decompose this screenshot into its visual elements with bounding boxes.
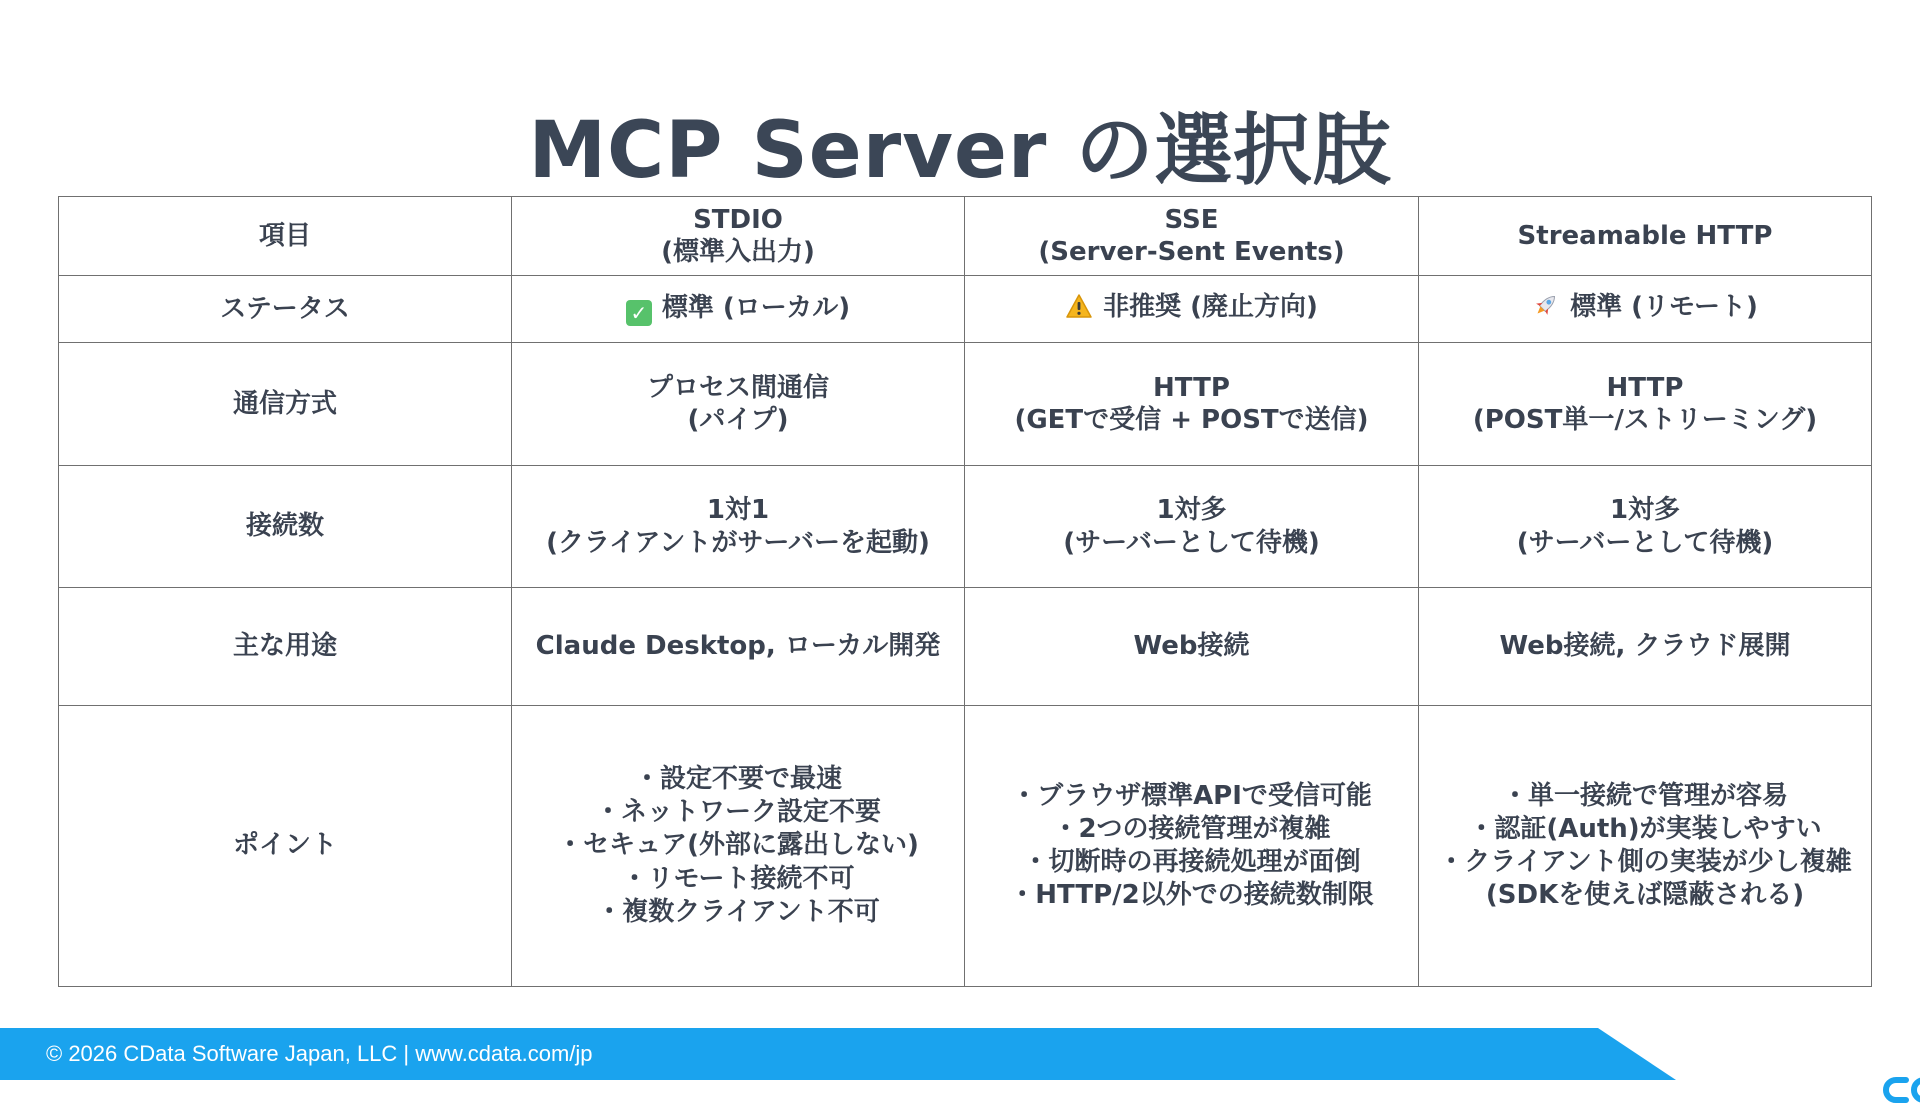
row-label-points: ポイント (59, 706, 512, 987)
warning-icon (1065, 293, 1093, 328)
connections-stdio: 1対1 (クライアントがサーバーを起動) (512, 466, 965, 588)
points-sse: ・ブラウザ標準APIで受信可能 ・2つの接続管理が複雑 ・切断時の再接続処理が面倒 ・HTTP/2以外での接続数制限 (965, 706, 1419, 987)
status-stdio: ✓ 標準 (ローカル) (512, 276, 965, 343)
table-header-row (59, 197, 1872, 276)
points-streamable-http: ・単一接続で管理が容易 ・認証(Auth)が実装しやすい ・クライアント側の実装が少し複雑 (SDKを使えば隠蔽される) (1419, 706, 1872, 987)
usage-sse: Web接続 (965, 588, 1419, 706)
rocket-icon (1532, 291, 1560, 328)
connections-streamable-http: 1対多 (サーバーとして待機) (1419, 466, 1872, 588)
table-row-points (59, 706, 1872, 987)
slide-title: MCP Server の選択肢 (528, 106, 1392, 196)
copyright-text: © 2026 CData Software Japan, LLC | www.cdata.com/jp (46, 1041, 593, 1066)
points-stdio: ・設定不要で最速 ・ネットワーク設定不要 ・セキュア(外部に露出しない) ・リモート接続不可 ・複数クライアント不可 (512, 706, 965, 987)
footer-bar (0, 1028, 1920, 1080)
usage-streamable-http: Web接続, クラウド展開 (1419, 588, 1872, 706)
status-sse: 非推奨 (廃止方向) (965, 276, 1419, 343)
connections-sse: 1対多 (サーバーとして待機) (965, 466, 1419, 588)
usage-stdio: Claude Desktop, ローカル開発 (512, 588, 965, 706)
table-row-usage (59, 588, 1872, 706)
row-label-comm: 通信方式 (59, 343, 512, 466)
header-streamable-http: Streamable HTTP (1419, 197, 1872, 276)
table-row-comm (59, 343, 1872, 466)
comm-streamable-http: HTTP (POST単一/ストリーミング) (1419, 343, 1872, 466)
table-row-connections (59, 466, 1872, 588)
row-label-status: ステータス (59, 276, 512, 343)
check-mark-icon: ✓ (626, 300, 652, 326)
row-label-connections: 接続数 (59, 466, 512, 588)
table-row-status (59, 276, 1872, 343)
header-item: 項目 (59, 197, 512, 276)
comm-sse: HTTP (GETで受信 + POSTで送信) (965, 343, 1419, 466)
comparison-table (58, 196, 1872, 987)
header-stdio: STDIO (標準入出力) (512, 197, 965, 276)
header-sse: SSE (Server-Sent Events) (965, 197, 1419, 276)
status-streamable-http: 標準 (リモート) (1419, 276, 1872, 343)
comm-stdio: プロセス間通信 (パイプ) (512, 343, 965, 466)
row-label-usage: 主な用途 (59, 588, 512, 706)
